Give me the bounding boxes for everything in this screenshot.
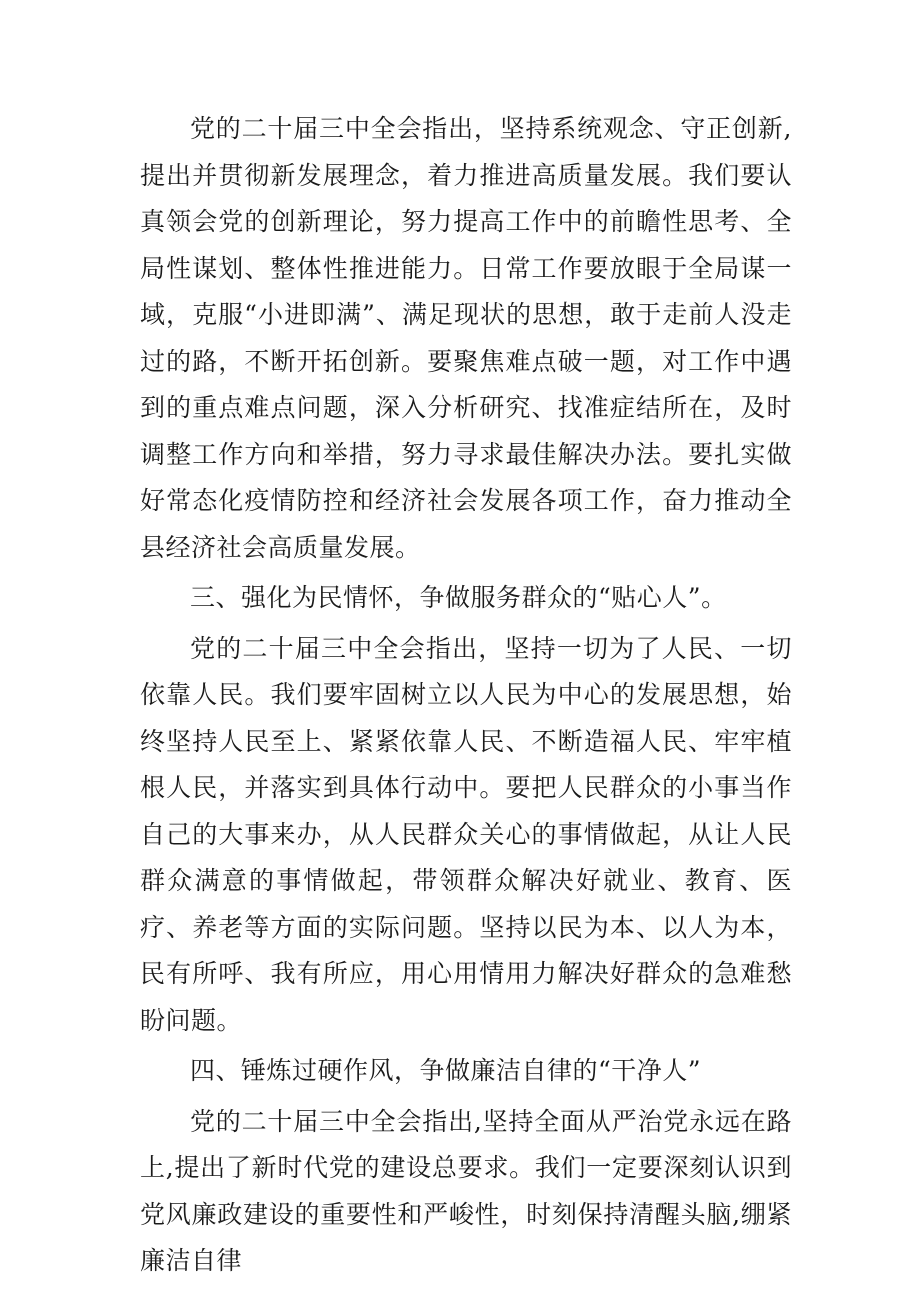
paragraph-body-1: 党的二十届三中全会指出，坚持系统观念、守正创新,提出并贯彻新发展理念，着力推进高质量发展。我们要认真领会党的创新理论，努力提高工作中的前瞻性思考、全局性谋划、整体性推进能力。日常工作要放眼于全局谋一域，克服“小进即满”、满足现状的思想，敢于走前人没走过的路，不断开拓创新。要聚焦难点破一题，对工作中遇到的重点难点问题，深入分析研究、找准症结所在，及时调整工作方向和举措，努力寻求最佳解决办法。要扎实做好常态化疫情防控和经济社会发展各项工作，奋力推动全县经济社会高质量发展。 [140,114,792,562]
section-heading-3: 三、强化为民情怀，争做服务群众的“贴心人”。 [190,583,727,612]
paragraph-body-3: 党的二十届三中全会指出,坚持全面从严治党永远在路上,提出了新时代党的建设总要求。我们一定要深刻认识到党风廉政建设的重要性和严峻性，时刻保持清醒头脑,绷紧廉洁自律 [140,1106,792,1275]
paragraph-body-2: 党的二十届三中全会指出，坚持一切为了人民、一切依靠人民。我们要牢固树立以人民为中心的发展思想，始终坚持人民至上、紧紧依靠人民、不断造福人民、牢牢植根人民，并落实到具体行动中。要把人民群众的小事当作自己的大事来办，从人民群众关心的事情做起，从让人民群众满意的事情做起，带领群众解决好就业、教育、医疗、养老等方面的实际问题。坚持以民为本、以人为本，民有所呼、我有所应，用心用情用力解决好群众的急难愁盼问题。 [140,633,792,1035]
section-heading-4: 四、锤炼过硬作风，争做廉洁自律的“干净人” [190,1056,702,1085]
document-body [140,106,792,1285]
